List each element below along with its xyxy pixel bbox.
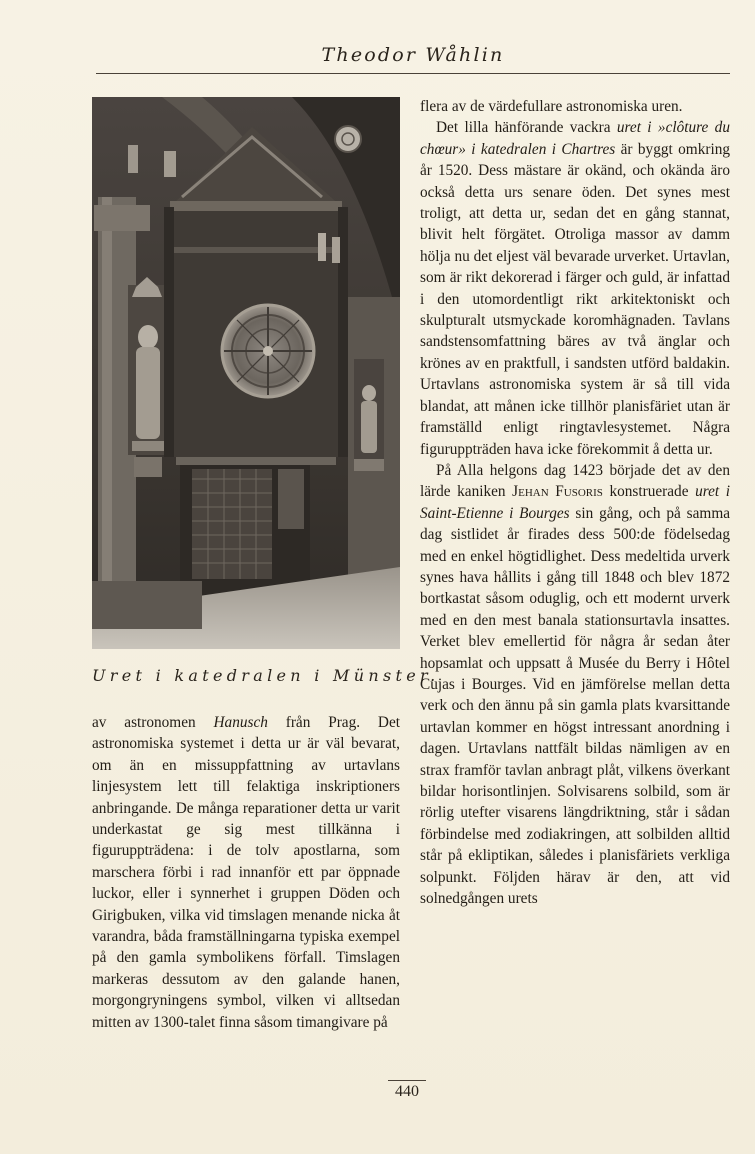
figure-caption: Uret i katedralen i Münster.	[92, 666, 440, 685]
text-run: av astronomen	[92, 714, 214, 731]
clock-name: uret i Saint-Etienne i Bourges	[420, 483, 730, 522]
left-text-column	[92, 712, 400, 1033]
right-text-column	[420, 96, 730, 909]
clock-name: uret i »clôture du chœur» i katedralen i Chartres	[420, 119, 730, 158]
text-run: På Alla helgons dag 1423 började det av den lärde kaniken	[420, 461, 730, 501]
page-number: 440	[395, 1083, 419, 1100]
text-run: är byggt omkring år 1520. Dess mästare är okänd, och okända äro också detta urs senare öden. Det synes mest troligt, att detta ur, sedan det en gång stannat, blivit helt förgätet. Otroliga massor av damm hölja nu det eljest väl bevarade urverket. Urtavlan, som är rikt dekorerad i färger och guld, är infattad i den utomordentligt rikt arkitektoniskt och skulpturalt utsmyckade koromhägnaden. Tavlans sandstensomfattning bäres av två änglar och krönes av en praktfull, i sandsten utförd baldakin. Urtavlans astronomiska system är så till vida blandat, att månen icke tillhör planisfäriet utan är framställd enligt ringtavlesystemet. Några figuruppträden hava icke förekommit å detta ur.	[420, 140, 730, 458]
paragraph	[420, 460, 730, 910]
header-rule	[96, 73, 730, 74]
running-head: Theodor Wåhlin	[321, 44, 505, 66]
person-name: Jehan Fusoris	[512, 483, 603, 501]
paragraph: flera av de värdefullare astronomiska uren.	[420, 98, 683, 115]
text-run: sin gång, och på samma dag sistlidet år firades dess 500:de födelsedag med en enkel högtidlighet. Dess medeltida urverk synes hava hållits i gång till 1848 och blev 1872 bortkastat såsom oduglig, och ett modernt urverk med en den mest banala stationsurtavla insattes. Verket blev emellertid för några år sedan åter hopsamlat och uppsatt å Musée du Berry i Hôtel Cujas i Bourges. Vid en jämförelse mellan detta verk och den ännu på sin gamla plats kvarsittande urtavlan kommer en högst intressant anordning i dagen. Urtavlans nattfält bildas nämligen av en strax framför tavlan anbragt plåt, vilkens överkant bildar horisontlinjen. Solvisarens solbild, som är rörlig utefter visarens längdriktning, står i sådan förbindelse med zodiakringen, att solbilden alltid står på ekliptikan, således i planisfäriets verkliga solpunkt. Följden härav är den, att vid solnedgången urets	[420, 504, 731, 908]
cathedral-clock-photo	[92, 97, 400, 649]
paragraph	[92, 712, 400, 1033]
text-run: konstruerade	[602, 483, 696, 501]
footer-rule	[388, 1080, 426, 1081]
person-name: Hanusch	[213, 714, 268, 731]
text-run: Det lilla hänförande vackra	[436, 119, 617, 137]
paragraph	[420, 117, 730, 460]
text-run: från Prag. Det astronomiska systemet i detta ur är väl bevarat, om än en missuppfattning av urtavlans linjesystem lett till felaktiga inskriptioners anbringande. De många reparationer detta ur varit underkastat ge sig mest tillkänna i figuruppträdena: i de tolv apostlarna, som marschera förbi i rad innanför ett par öppnade luckor, eller i synnerhet i gruppen Döden och Girigbuken, vilka vid timslagen menande nicka åt varandra, båda framställningarna typiska exempel på den gamla symbolikens förfall. Timslagen markeras dessutom av den galande hanen, morgongryningens symbol, vilken vi alltsedan mitten av 1300-talet finna såsom timangivare på	[92, 714, 400, 1031]
